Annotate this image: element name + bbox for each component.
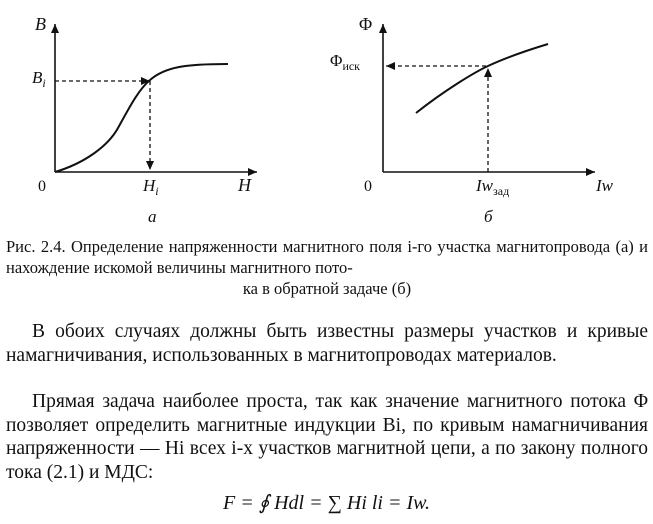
caption-line-3: ка в обратной задаче (б) <box>242 279 412 298</box>
b-x-axis-label: Iw <box>596 176 613 195</box>
caption-line-2: магнитопровода (a) и нахождение искомой величины магнитного пото- <box>6 237 649 277</box>
a-x-axis-label: H <box>238 175 251 195</box>
a-y-axis-label: B <box>35 14 46 34</box>
caption-line-1: Рис. 2.4. Определение напряженности магнитного поля i-го участка <box>6 237 491 256</box>
a-panel-label: a <box>148 207 157 226</box>
paragraph-2: Прямая задача наиболее проста, так как значение магнитного потока Φ позволяет определить магнитные индукции Bi, по кривым намагничивания напряженности — Hi всех i-х участков магнитной цепи, а по закону полного тока (2.1) и МДС: <box>6 391 648 483</box>
a-magnetization-curve <box>55 64 228 172</box>
paragraph-1: В обоих случаях должны быть известны размеры участков и кривые намагничивания, использованных в магнитопроводах материалов. <box>6 321 648 366</box>
b-y-axis-label: Φ <box>359 14 373 34</box>
a-bi-label: $B_i$ <box>32 68 46 90</box>
b-magnetization-curve <box>416 44 548 113</box>
figure-caption <box>6 236 648 299</box>
a-origin-label: 0 <box>38 178 46 195</box>
panel-b <box>330 14 614 226</box>
b-origin-label: 0 <box>364 178 372 195</box>
b-phi-label: $\Phi_{иск}$ <box>330 51 361 73</box>
figure <box>0 0 653 236</box>
a-hi-label: $H_i$ <box>143 176 159 198</box>
b-iw-label: $Iw_{зад}$ <box>476 176 510 198</box>
formula: F = ∮ Hdl = ∑ Hi li = Iw. <box>222 492 430 514</box>
b-panel-label: б <box>484 207 493 226</box>
panel-a <box>32 14 257 226</box>
